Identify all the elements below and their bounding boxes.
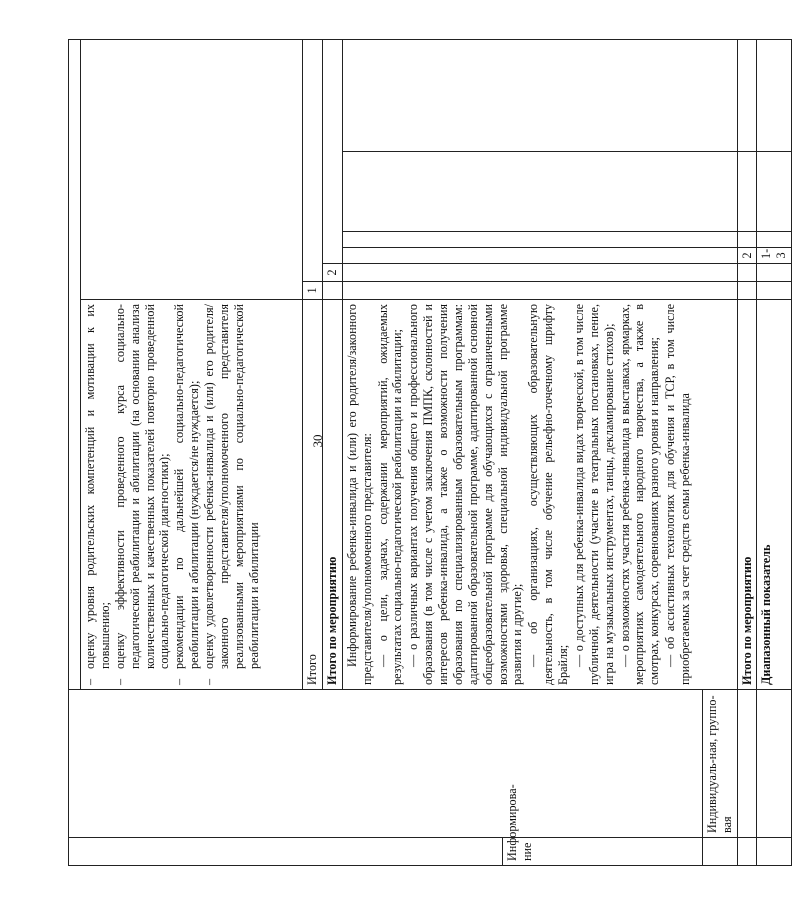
blank-cell [737,282,757,300]
range-label: Диапазонный показатель [757,300,792,690]
blank-cell [737,838,757,866]
blank-cell [342,264,737,282]
section-total-value: 2 [322,264,342,282]
blank-cell [342,152,737,232]
informing-label-cell: Информирова-ние [502,838,702,866]
blank-cell [342,282,737,300]
blank-cell [757,690,792,838]
blank-cell [757,232,792,248]
blank-cell [303,39,323,281]
list-item: – оценку удовлетворенности ребенка-инвалида и (или) его родителя/законного представителя/уполномоченного представителя реализованными мероприятиями по социально-педагогической реабилитации и абилитации [202,304,261,685]
table-row [69,39,81,865]
informing-paragraph: — об ассистивных технологиях для обучения и ТСР, в том числе приобретаемых за счет средств семьи ребенка-инвалида [663,304,692,685]
table-row [737,39,757,865]
blank-cell [757,152,792,232]
left-margin-cell [69,838,503,866]
informing-paragraph: — о цели, задачах, содержании мероприятий, ожидаемых результатах социально-педагогической реабилитации и абилитации; [375,304,405,685]
blank-cell [737,264,757,282]
blank-cell [737,232,757,248]
blank-cell [81,39,303,299]
blank-cell [69,690,703,838]
blank-cell [757,838,792,866]
blank-cell [737,152,757,232]
blank-cell [322,39,342,263]
blank-cell [757,39,792,151]
informing-paragraph: Информирование ребенка-инвалида и (или) его родителя/законного представителя/уполномоченного представителя: [344,304,374,685]
section-total-label: Итого по мероприятию [322,300,342,690]
blank-cell [342,39,737,151]
range-value: 1-3 [757,248,792,264]
blank-cell [322,282,342,300]
services-table [68,39,792,866]
form-label-cell: Индивидуаль-ная, группо-вая [702,690,737,838]
informing-paragraph: — о различных вариантах получения общего и профессионального образования (в том числе с учетом заключения ПМПК, склонностей и интересов ребенка-инвалида, а также о возможности получения образования по специализированным образовательным программам: адаптированной образовательной программе, адаптированной основной общеобразовательной программе для обучающихся с ограниченными возможностями здоровья, специальной индивидуальной программе развития и другие); [406,304,525,685]
rotated-table-wrapper [68,40,789,866]
bottom-total-value: 2 [737,248,757,264]
blank-cell [342,232,737,248]
subtotal-label: Итого [303,300,323,690]
list-item: – оценку эффективности проведенного курса социально-педагогической реабилитации и абилитации (на основании анализа количественных и качественных показателей повторно проведенной социально-педагогической диагностики); [112,304,172,685]
blank-cell [757,264,792,282]
list-item: – оценку уровня родительских компетенций и мотивации к их повышению; [83,304,112,685]
page-number: 30 [310,434,325,448]
blank-cell [702,838,737,866]
criteria-list-cell [81,300,303,690]
blank-cell [757,282,792,300]
blank-cell [342,248,737,264]
informing-paragraph: — о возможностях участия ребенка-инвалида в выставках, ярмарках, мероприятиях самодеятельного народного творчества, а также в смотрах, конкурсах, соревнованиях разного уровня и направления; [617,304,662,685]
blank-cell [737,39,757,151]
blank-cell [69,39,81,689]
bottom-total-label: Итого по мероприятию [737,300,757,690]
informing-block-cell [342,300,737,690]
blank-cell [737,690,757,838]
subtotal-value: 1 [303,282,323,300]
informing-paragraph: — об организациях, осуществляющих образовательную деятельность, в том числе обучение рельефно-точечному шрифту Брайля; [526,304,570,685]
table-row [757,39,792,865]
informing-paragraph: — о доступных для ребенка-инвалида видах творческой, в том числе публичной, деятельности (участие в театральных постановках, пение, игра на музыкальных инструментах, танцы, декламирование стихов); [571,304,616,685]
list-item: – рекомендации по дальнейшей социально-педагогической реабилитации и абилитации (нуждается/не нуждается); [172,304,202,685]
